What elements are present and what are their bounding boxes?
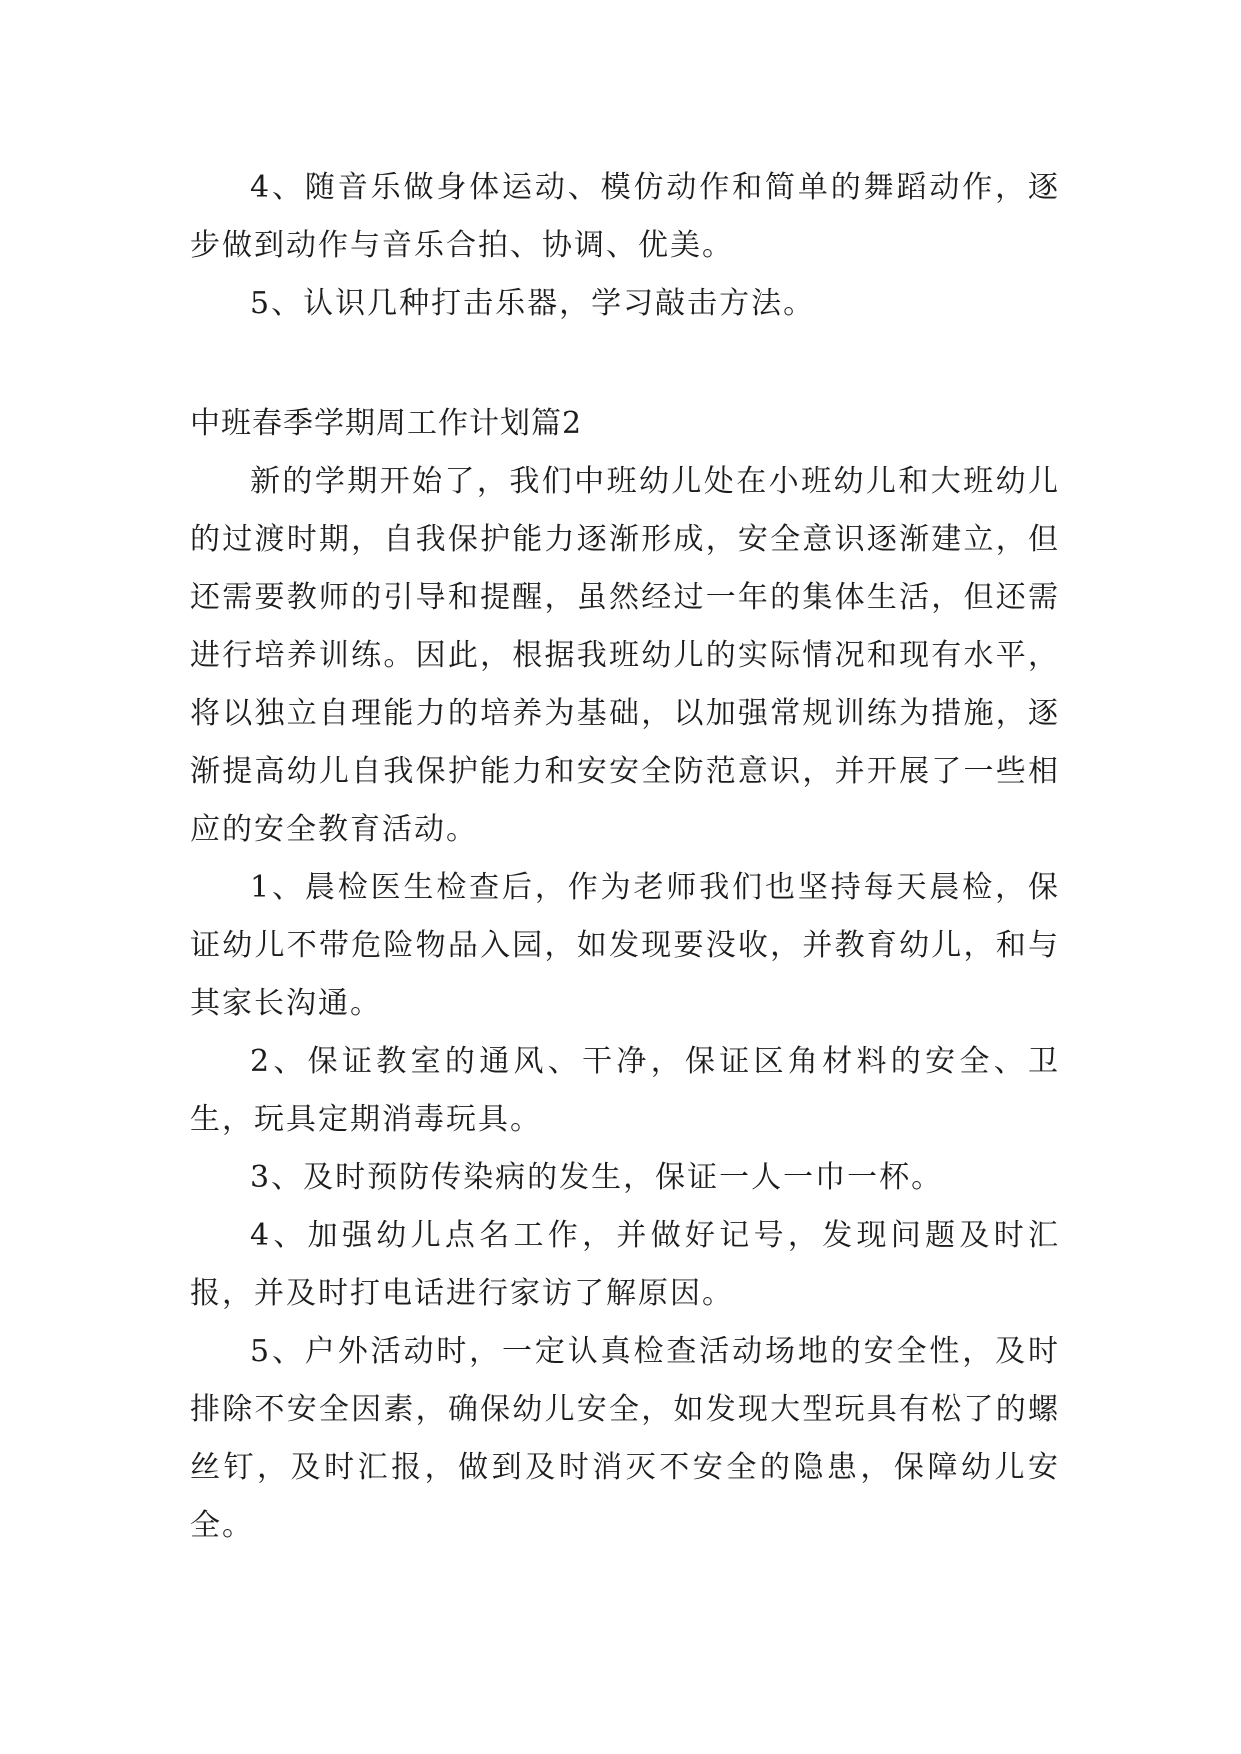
paragraph-item-5: 5、户外活动时，一定认真检查活动场地的安全性，及时排除不安全因素，确保幼儿安全，如发现大型玩具有松了的螺丝钉，及时汇报，做到及时消灭不安全的隐患，保障幼儿安全。	[190, 1334, 1060, 1543]
section-title: 中班春季学期周工作计划篇2	[190, 406, 583, 441]
paragraph-intro-item-4: 4、随音乐做身体运动、模仿动作和简单的舞蹈动作，逐步做到动作与音乐合拍、协调、优美。	[190, 170, 1060, 263]
paragraph-item-3: 3、及时预防传染病的发生，保证一人一巾一杯。	[250, 1160, 944, 1195]
paragraph-section-intro: 新的学期开始了，我们中班幼儿处在小班幼儿和大班幼儿的过渡时期，自我保护能力逐渐形成，安全意识逐渐建立，但还需要教师的引导和提醒，虽然经过一年的集体生活，但还需进行培养训练。因此，根据我班幼儿的实际情况和现有水平，将以独立自理能力的培养为基础，以加强常规训练为措施，逐渐提高幼儿自我保护能力和安安全防范意识，并开展了一些相应的安全教育活动。	[190, 464, 1060, 847]
document-body	[190, 159, 1060, 1555]
paragraph-item-4: 4、加强幼儿点名工作，并做好记号，发现问题及时汇报，并及时打电话进行家访了解原因。	[190, 1218, 1060, 1311]
paragraph-item-1: 1、晨检医生检查后，作为老师我们也坚持每天晨检，保证幼儿不带危险物品入园，如发现要没收，并教育幼儿，和与其家长沟通。	[190, 870, 1060, 1021]
paragraph-item-2: 2、保证教室的通风、干净，保证区角材料的安全、卫生，玩具定期消毒玩具。	[190, 1044, 1060, 1137]
paragraph-intro-item-5: 5、认识几种打击乐器，学习敲击方法。	[250, 286, 816, 321]
